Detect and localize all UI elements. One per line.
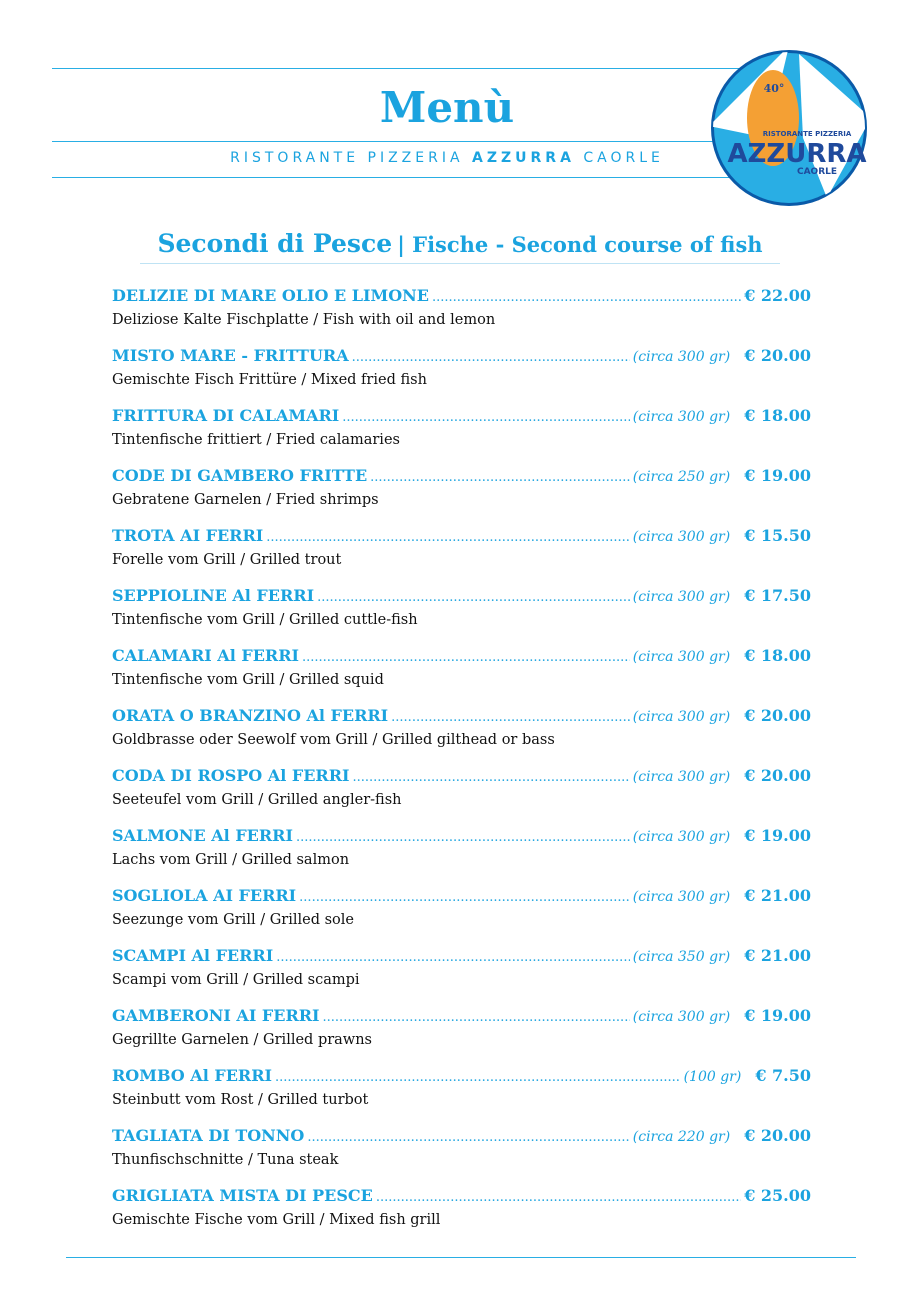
menu-item	[112, 946, 811, 1006]
dish-description: Seeteufel vom Grill / Grilled angler-fish	[112, 792, 402, 808]
menu-item-row	[112, 1006, 811, 1028]
dish-price: € 18.00	[744, 646, 811, 665]
menu-item-row	[112, 946, 811, 968]
dish-name: GAMBERONI AI FERRI	[112, 1006, 320, 1025]
logo-line1: RISTORANTE PIZZERIA	[762, 130, 852, 138]
dish-price: € 19.00	[744, 1006, 811, 1025]
menu-item-row	[112, 706, 811, 728]
dish-description: Tintenfische vom Grill / Grilled squid	[112, 672, 384, 688]
menu-item	[112, 646, 811, 706]
dish-quantity: (circa 300 gr)	[632, 829, 731, 845]
menu-item	[112, 766, 811, 826]
dish-name: CODE DI GAMBERO FRITTE	[112, 466, 368, 485]
dish-name: FRITTURA DI CALAMARI	[112, 406, 340, 425]
header-rule-top	[52, 68, 742, 69]
dish-description: Gemischte Fische vom Grill / Mixed fish grill	[112, 1212, 441, 1228]
menu-item-row	[112, 586, 811, 608]
menu-item	[112, 1126, 811, 1186]
dish-name: SEPPIOLINE Al FERRI	[112, 586, 315, 605]
menu-item	[112, 1066, 811, 1126]
dish-quantity: (circa 350 gr)	[632, 949, 731, 965]
logo-badge: 40°	[763, 82, 785, 95]
dot-leader	[370, 470, 630, 485]
dish-description: Forelle vom Grill / Grilled trout	[112, 552, 342, 568]
menu-item-row	[112, 1066, 811, 1088]
dish-name: DELIZIE DI MARE OLIO E LIMONE	[112, 286, 429, 305]
dish-quantity: (circa 300 gr)	[632, 349, 731, 365]
dish-quantity: (circa 220 gr)	[632, 1129, 731, 1145]
dot-leader	[323, 1010, 630, 1025]
menu-item	[112, 286, 811, 346]
dish-quantity: (circa 300 gr)	[632, 769, 731, 785]
dot-leader	[432, 290, 741, 305]
dish-description: Deliziose Kalte Fischplatte / Fish with oil and lemon	[112, 312, 496, 328]
dot-leader	[275, 1070, 681, 1085]
dish-description: Tintenfische frittiert / Fried calamaries	[112, 432, 400, 448]
dish-description: Thunfischschnitte / Tuna steak	[112, 1152, 339, 1168]
section-rule	[140, 263, 780, 264]
dish-quantity: (circa 300 gr)	[632, 529, 731, 545]
dish-price: € 20.00	[744, 1126, 811, 1145]
menu-item-row	[112, 646, 811, 668]
logo-city: CAORLE	[796, 167, 838, 177]
menu-item-row	[112, 766, 811, 788]
menu-item	[112, 706, 811, 766]
menu-item	[112, 526, 811, 586]
dot-leader	[376, 1190, 741, 1205]
dish-price: € 17.50	[744, 586, 811, 605]
dish-quantity: (circa 300 gr)	[632, 589, 731, 605]
footer-rule	[66, 1257, 856, 1258]
dish-quantity: (circa 300 gr)	[632, 649, 731, 665]
dish-description: Scampi vom Grill / Grilled scampi	[112, 972, 360, 988]
dish-name: CODA DI ROSPO Al FERRI	[112, 766, 350, 785]
dish-description: Gegrillte Garnelen / Grilled prawns	[112, 1032, 372, 1048]
dish-price: € 20.00	[744, 346, 811, 365]
dish-quantity: (circa 300 gr)	[632, 709, 731, 725]
menu-item-row	[112, 826, 811, 848]
dish-name: GRIGLIATA MISTA DI PESCE	[112, 1186, 373, 1205]
dish-name: SCAMPI Al FERRI	[112, 946, 274, 965]
logo-brand: AZZURRA	[727, 139, 867, 169]
menu-item-row	[112, 1186, 811, 1208]
section-title: Secondi di Pesce	[157, 229, 393, 258]
dish-description: Steinbutt vom Rost / Grilled turbot	[112, 1092, 369, 1108]
subtitle-prefix: RISTORANTE PIZZERIA	[230, 150, 472, 166]
menu-item	[112, 346, 811, 406]
dish-price: € 22.00	[744, 286, 811, 305]
header-rule-middle	[52, 141, 732, 142]
menu-item-row	[112, 526, 811, 548]
menu-item-list	[112, 286, 811, 1246]
menu-item	[112, 586, 811, 646]
dish-quantity: (100 gr)	[683, 1069, 742, 1085]
menu-item	[112, 826, 811, 886]
dish-price: € 19.00	[744, 826, 811, 845]
dish-name: TAGLIATA DI TONNO	[112, 1126, 305, 1145]
dish-price: € 21.00	[744, 946, 811, 965]
dish-description: Lachs vom Grill / Grilled salmon	[112, 852, 350, 868]
dish-name: SALMONE Al FERRI	[112, 826, 293, 845]
dish-description: Tintenfische vom Grill / Grilled cuttle-fish	[112, 612, 418, 628]
menu-item-row	[112, 346, 811, 368]
dot-leader	[352, 770, 629, 785]
subtitle-suffix: CAORLE	[574, 150, 664, 166]
dish-name: SOGLIOLA AI FERRI	[112, 886, 297, 905]
dish-price: € 18.00	[744, 406, 811, 425]
subtitle-brand: AZZURRA	[472, 150, 575, 166]
dish-name: ORATA O BRANZINO Al FERRI	[112, 706, 389, 725]
dish-description: Gebratene Garnelen / Fried shrimps	[112, 492, 379, 508]
menu-item	[112, 406, 811, 466]
restaurant-logo	[707, 48, 871, 206]
menu-item	[112, 886, 811, 946]
dish-name: MISTO MARE - FRITTURA	[112, 346, 349, 365]
dot-leader	[266, 530, 630, 545]
menu-item	[112, 1006, 811, 1066]
header-rule-bottom	[52, 177, 742, 178]
menu-item	[112, 466, 811, 526]
dish-price: € 7.50	[755, 1066, 811, 1085]
dot-leader	[342, 410, 630, 425]
dot-leader	[391, 710, 630, 725]
dish-name: CALAMARI Al FERRI	[112, 646, 299, 665]
menu-item-row	[112, 466, 811, 488]
dot-leader	[307, 1130, 629, 1145]
dish-price: € 20.00	[744, 706, 811, 725]
menu-item-row	[112, 886, 811, 908]
page-title: Menù	[379, 83, 515, 132]
dot-leader	[302, 650, 630, 665]
menu-item	[112, 1186, 811, 1246]
dish-name: TROTA AI FERRI	[112, 526, 264, 545]
dish-price: € 15.50	[744, 526, 811, 545]
dish-quantity: (circa 300 gr)	[632, 1009, 731, 1025]
dish-price: € 20.00	[744, 766, 811, 785]
dish-price: € 19.00	[744, 466, 811, 485]
dish-description: Goldbrasse oder Seewolf vom Grill / Grilled gilthead or bass	[112, 732, 555, 748]
dish-quantity: (circa 300 gr)	[632, 889, 731, 905]
section-heading	[140, 226, 780, 265]
dish-price: € 25.00	[744, 1186, 811, 1205]
menu-item-row	[112, 286, 811, 308]
dot-leader	[299, 890, 630, 905]
dot-leader	[317, 590, 630, 605]
dish-description: Gemischte Fisch Frittüre / Mixed fried fish	[112, 372, 427, 388]
dot-leader	[296, 830, 630, 845]
menu-item-row	[112, 406, 811, 428]
dish-name: ROMBO Al FERRI	[112, 1066, 272, 1085]
dot-leader	[352, 350, 630, 365]
dish-quantity: (circa 250 gr)	[632, 469, 731, 485]
dish-description: Seezunge vom Grill / Grilled sole	[112, 912, 354, 928]
menu-item-row	[112, 1126, 811, 1148]
section-subtitle: | Fische - Second course of fish	[397, 232, 763, 257]
dish-price: € 21.00	[744, 886, 811, 905]
dish-quantity: (circa 300 gr)	[632, 409, 731, 425]
dot-leader	[276, 950, 630, 965]
